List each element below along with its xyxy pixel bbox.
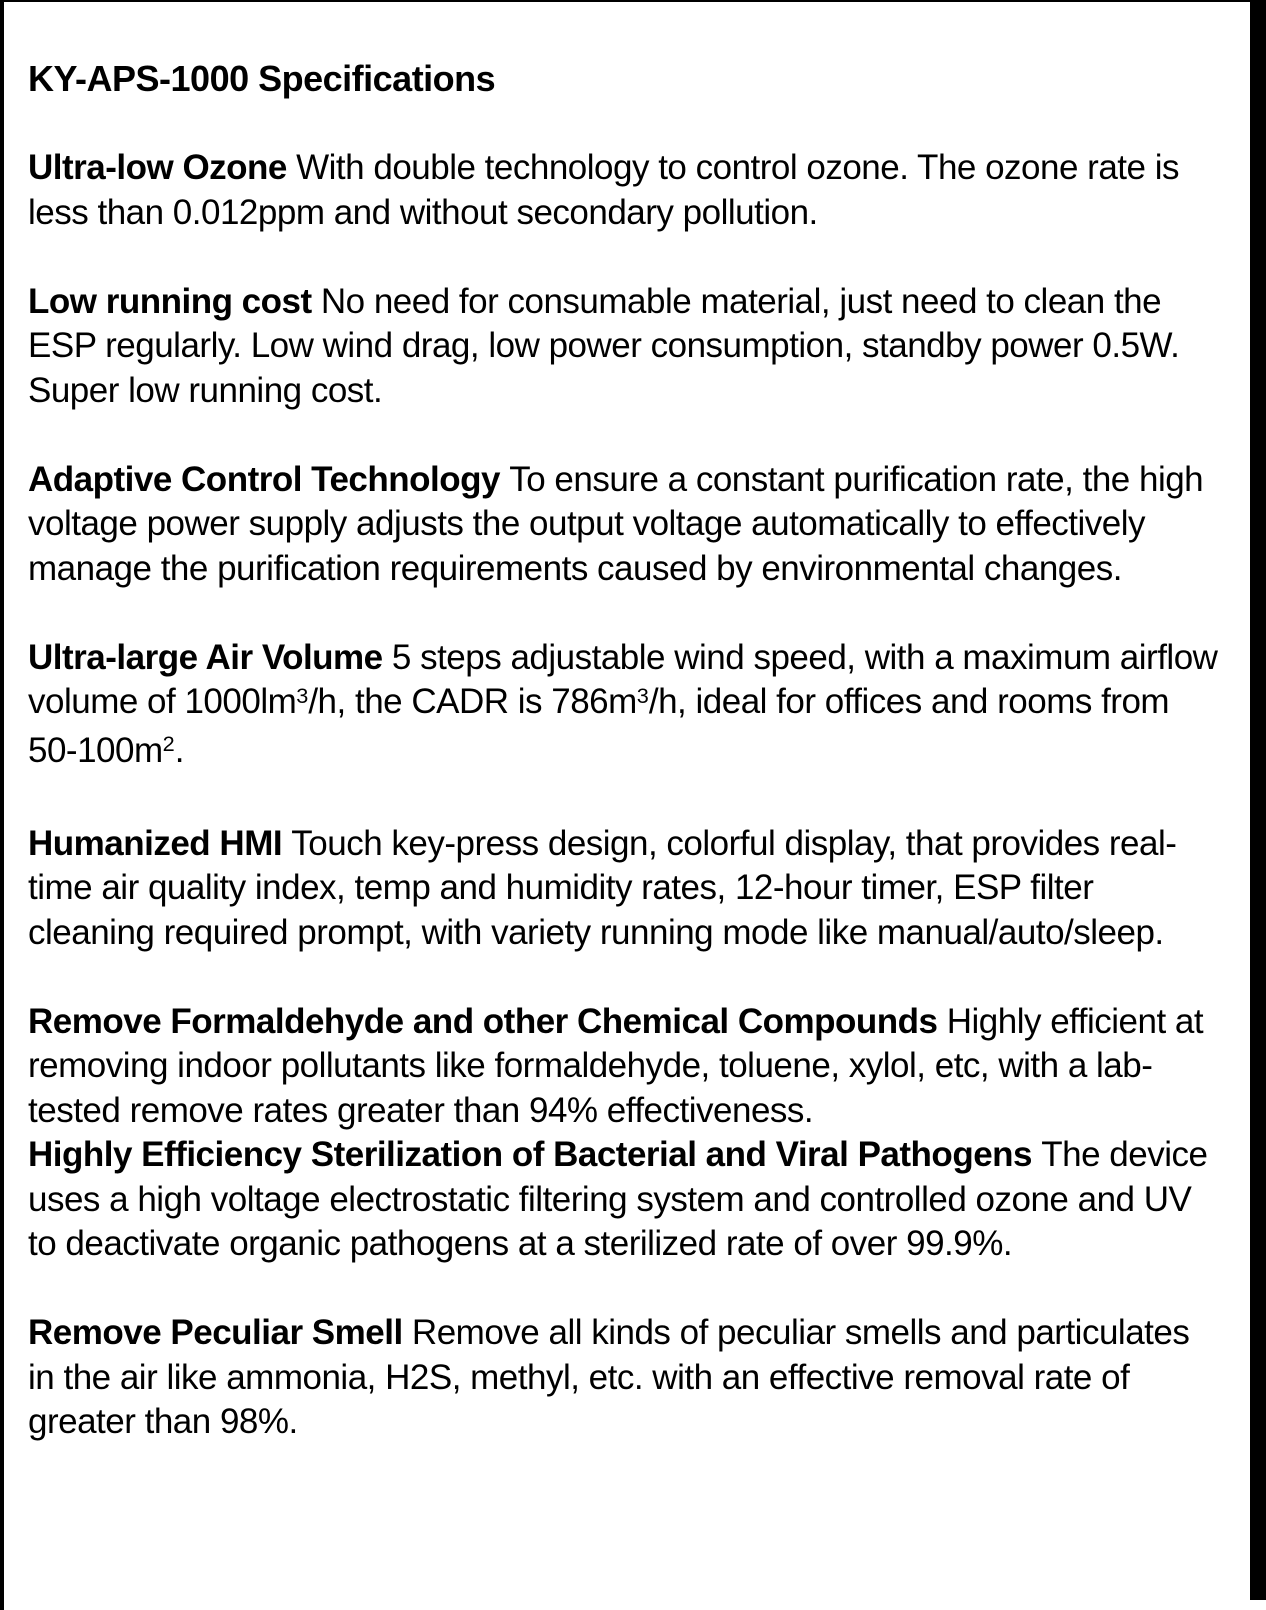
paragraph-list [28,146,1220,1445]
spec-paragraph [28,636,1220,778]
spec-paragraph [28,458,1220,592]
spec-paragraph [28,1311,1220,1445]
superscript: 2 [162,731,175,757]
spec-text: . [174,730,184,770]
spec-paragraph [28,1133,1220,1267]
spec-text: To ensure a constant purification rate, the high voltage power supply adjusts the output voltage automatically to effectively manage the purification requirements caused by environmental changes. [28,459,1204,588]
spec-heading: Ultra-large Air Volume [28,637,392,677]
spec-paragraph [28,1000,1220,1134]
spec-heading: Highly Efficiency Sterilization of Bacterial and Viral Pathogens [28,1135,1042,1174]
spec-text: With double technology to control ozone. The ozone rate is less than 0.012ppm and without secondary pollution. [28,148,1179,232]
spec-text: Highly efficient at removing indoor pollutants like formaldehyde, toluene, xylol, etc, with a lab-tested remove rates greater than 94% effectiveness. [28,1001,1204,1130]
spec-text: 5 steps adjustable wind speed, with a maximum airflow volume of 1000lm [28,637,1218,721]
spec-paragraph [28,146,1220,235]
page-title: KY-APS-1000 Specifications [28,58,496,99]
spec-text: /h, the CADR is 786m [308,682,637,721]
spec-text: /h, ideal for offices and rooms from 50-100m [28,682,1170,770]
spec-heading: Low running cost [28,281,321,321]
spec-paragraph [28,280,1220,414]
superscript: 3 [636,682,649,708]
spec-heading: Adaptive Control Technology [28,459,510,499]
spec-text: Touch key-press design, colorful display, that provides real-time air quality index, temp and humidity rates, 12-hour timer, ESP filter cleaning required prompt, with variety running mode like manual/auto/sleep. [28,823,1177,952]
spec-heading: Ultra-low Ozone [28,148,297,187]
scan-edge-right [1250,0,1266,1600]
spec-text: The device uses a high voltage electrostatic filtering system and controlled ozone and UV to deactivate organic pathogens at a sterilized rate of over 99.9%. [28,1135,1208,1263]
spec-heading: Humanized HMI [28,823,292,863]
spec-heading: Remove Formaldehyde and other Chemical Compounds [28,1001,947,1041]
spec-paragraph [28,822,1220,956]
spec-heading: Remove Peculiar Smell [28,1313,412,1352]
spec-text: Remove all kinds of peculiar smells and particulates in the air like ammonia, H2S, methyl, etc. with an effective removal rate of greater than 98%. [28,1313,1190,1441]
superscript: 3 [296,682,309,708]
spec-text: No need for consumable material, just need to clean the ESP regularly. Low wind drag, low power consumption, standby power 0.5W. Super low running cost. [28,281,1180,410]
